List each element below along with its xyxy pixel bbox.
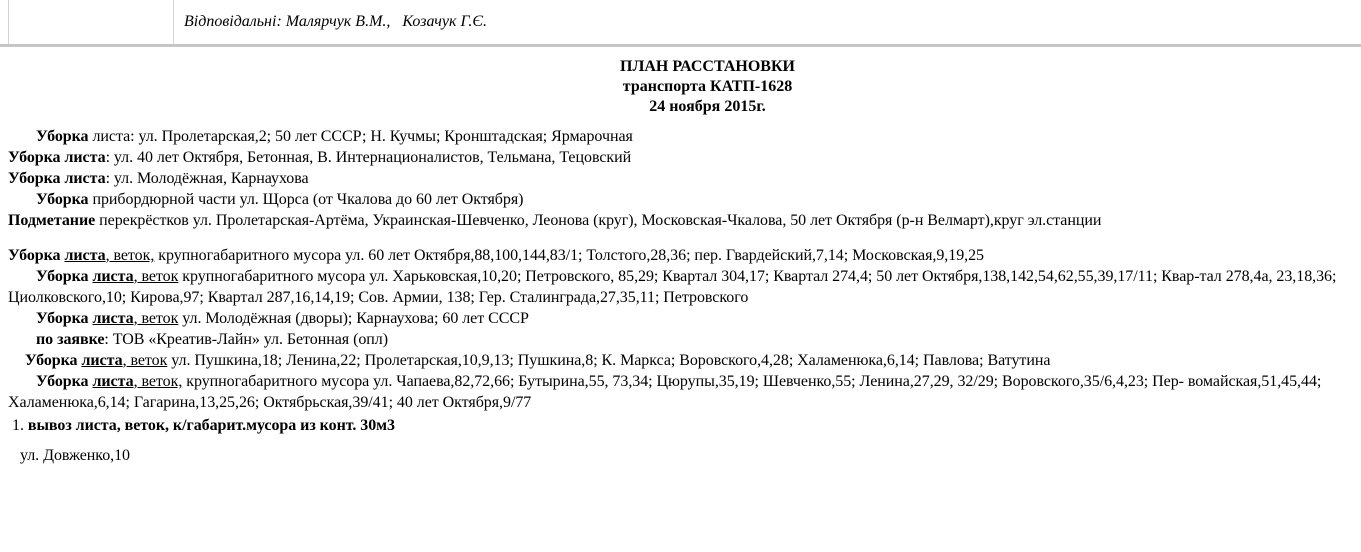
body-line <box>8 445 1355 466</box>
responsible-text: Відповідальні: Малярчук В.М., Козачук Г.Є. <box>184 13 488 30</box>
text-segment: Уборка <box>36 268 93 285</box>
text-segment: , веток, <box>133 373 183 390</box>
text-segment: , веток <box>133 310 179 327</box>
text-segment: Уборка <box>36 373 93 390</box>
body-line <box>8 371 1355 413</box>
text-segment: Уборка <box>36 310 93 327</box>
text-segment: Уборка листа <box>8 170 106 187</box>
body-line <box>8 126 1355 147</box>
text-segment: крупногабаритного мусора ул. Харьковская,10,20; Петровского, 85,29; Квартал 304,17; Квартал 274,4; 50 лет Октября,138,142,54,62,55,39,17/11; Квар-тал 278,4а, 23,18,36; Циолковского,10; Кирова,97; Квартал 287,16,14,19; Сов. Армии, 138; Гер. Сталинграда,27,35,11; Петровского <box>8 268 1337 306</box>
body-line <box>8 147 1355 168</box>
body-line <box>8 266 1355 308</box>
body-line <box>8 350 1355 371</box>
text-segment: ул. Молодёжная (дворы); Карнаухова; 60 лет СССР <box>178 310 529 327</box>
text-segment: , веток <box>122 352 168 369</box>
body-line <box>8 415 1355 436</box>
text-segment: перекрёстков ул. Пролетарская-Артёма, Украинская-Шевченко, Леонова (круг), Московская-Чкалова, 50 лет Октября (р-н Велмарт),круг эл.станции <box>95 212 1102 229</box>
body-line <box>8 168 1355 189</box>
document-body <box>0 126 1361 466</box>
text-segment: Уборка листа <box>8 149 106 166</box>
header-table-empty-cell <box>8 0 174 44</box>
text-segment: Уборка <box>8 247 65 264</box>
title-block <box>0 57 1361 117</box>
text-segment: листа: ул. Пролетарская,2; 50 лет СССР; Н. Кучмы; Кронштадская; Ярмарочная <box>88 128 633 145</box>
text-segment: , веток, <box>105 247 155 264</box>
text-segment: крупногабаритного мусора ул. 60 лет Октября,88,100,144,83/1; Толстого,28,36; пер. Гвардейский,7,14; Московская,9,19,25 <box>154 247 985 264</box>
page-title: ПЛАН РАССТАНОВКИ <box>620 58 795 75</box>
text-segment: ул. Довженко,10 <box>20 447 131 464</box>
title-date: 24 ноября 2015г. <box>649 98 766 115</box>
text-segment: листа <box>81 352 123 369</box>
text-segment: : ТОВ «Креатив-Лайн» ул. Бетонная (опл) <box>104 331 389 348</box>
header-table <box>0 0 1361 47</box>
text-segment: по заявке <box>36 331 105 348</box>
body-line <box>8 210 1355 231</box>
text-segment: : ул. 40 лет Октября, Бетонная, В. Интернационалистов, Тельмана, Тецовский <box>105 149 632 166</box>
text-segment: Уборка <box>36 191 89 208</box>
text-segment: листа <box>92 310 134 327</box>
body-line <box>8 189 1355 210</box>
body-line <box>8 329 1355 350</box>
body-line <box>8 245 1355 266</box>
text-segment: Уборка <box>36 128 89 145</box>
text-segment: вывоз листа, веток, к/габарит.мусора из конт. 30м3 <box>27 417 395 434</box>
text-segment: 1. <box>12 417 28 434</box>
text-segment: : ул. Молодёжная, Карнаухова <box>105 170 309 187</box>
text-segment: листа <box>92 268 134 285</box>
title-subtitle: транспорта КАТП-1628 <box>622 78 793 95</box>
text-segment: прибордюрной части ул. Щорса (от Чкалова до 60 лет Октября) <box>88 191 524 208</box>
text-segment: , веток <box>133 268 179 285</box>
text-segment: Уборка <box>25 352 82 369</box>
text-segment: ул. Пушкина,18; Ленина,22; Пролетарская,10,9,13; Пушкина,8; К. Маркса; Воровского,4,28; Халаменюка,6,14; Павлова; Ватутина <box>167 352 1051 369</box>
text-segment: крупногабаритного мусора ул. Чапаева,82,72,66; Бутырина,55, 73,34; Цюрупы,35,19; Шевченко,55; Ленина,27,29, 32/29; Воровского,35/6,4,23; Пер- вомайская,51,45,44; Халаменюка,6,14; Гагарина,13,25,26; Октябрьская,39/41; 40 лет Октября,9/77 <box>8 373 1322 411</box>
body-line <box>8 308 1355 329</box>
text-segment: листа <box>64 247 106 264</box>
text-segment: листа <box>92 373 134 390</box>
text-segment: Подметание <box>8 212 96 229</box>
